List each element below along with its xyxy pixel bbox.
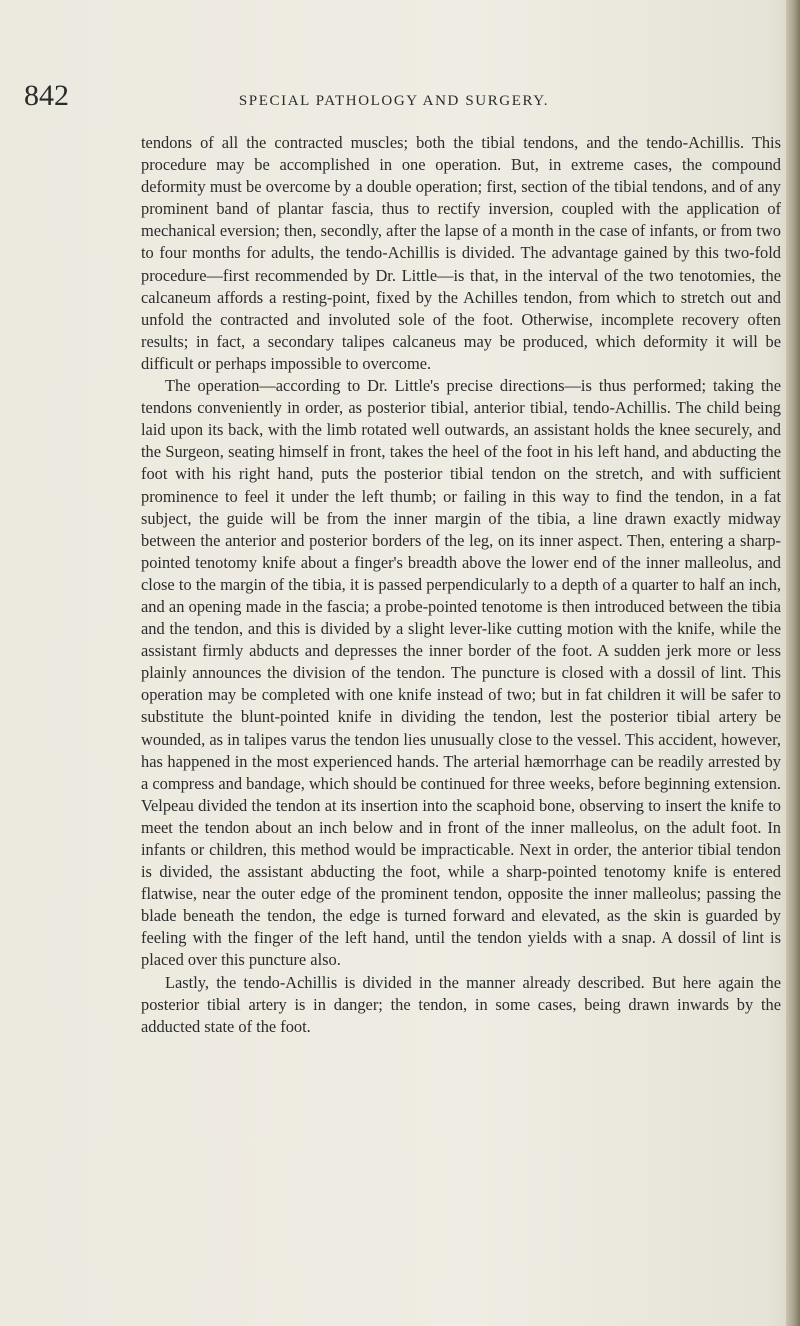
paragraph-2: The operation—according to Dr. Little's precise directions—is thus performed; taking the tendons conveniently in order, as posterior tibial, anterior tibial, tendo-Achillis. The child being laid upon its back, with the limb rotated well outwards, an assistant holds the knee securely, and the Surgeon, seating himself in front, takes the heel of the foot in his left hand, and abducting the foot with his right hand, puts the posterior tibial tendon on the stretch, and with sufficient prominence to feel it under the left thumb; or failing in this way to find the tendon, in a fat subject, the guide will be from the inner margin of the tibia, a line drawn exactly midway between the anterior and posterior borders of the leg, on its inner aspect. Then, entering a sharp-pointed tenotomy knife about a finger's breadth above the lower end of the inner malleolus, and close to the margin of the tibia, it is passed perpendicularly to a depth of a quarter to half an inch, and an opening made in the fascia; a probe-pointed tenotome is then introduced between the tibia and the tendon, and this is divided by a slight lever-like cutting motion with the knife, while the assistant firmly abducts and depresses the inner border of the foot. A sudden jerk more or less plainly announces the division of the tendon. The puncture is closed with a dossil of lint. This operation may be completed with one knife instead of two; but in fat children it will be safer to substitute the blunt-pointed knife in dividing the tendon, lest the posterior tibial artery be wounded, as in talipes varus the tendon lies unusually close to the vessel. This accident, however, has happened in the most experienced hands. The arterial hæmorrhage can be readily arrested by a compress and bandage, which should be continued for three weeks, before beginning extension. Velpeau divided the tendon at its insertion into the scaphoid bone, observing to insert the knife to meet the tendon about an inch below and in front of the inner malleolus, on the adult foot. In infants or children, this method would be impracticable. Next in order, the anterior tibial tendon is divided, the assistant abducting the foot, while a sharp-pointed tenotomy knife is entered flatwise, near the outer edge of the prominent tendon, opposite the inner malleolus; passing the blade beneath the tendon, the edge is turned forward and elevated, as the skin is guarded by feeling with the finger of the left hand, until the tendon yields with a snap. A dossil of lint is placed over this puncture also.	[141, 376, 781, 970]
page-edge-shadow	[786, 0, 800, 1326]
running-head: SPECIAL PATHOLOGY AND SURGERY.	[238, 93, 550, 109]
body-text	[141, 132, 781, 1038]
page-number: 842	[24, 79, 69, 112]
paragraph-3: Lastly, the tendo-Achillis is divided in the manner already described. But here again the posterior tibial artery is in danger; the tendon, in some cases, being drawn inwards by the adducted state of the foot.	[141, 972, 781, 1036]
page-header	[24, 79, 764, 113]
paragraph-1: tendons of all the contracted muscles; both the tibial tendons, and the tendo-Achillis. This procedure may be accomplished in one operation. But, in extreme cases, the compound deformity must be overcome by a double operation; first, section of the tibial tendons, and of any prominent band of plantar fascia, thus to rectify inversion, coupled with the application of mechanical eversion; then, secondly, after the lapse of a month in the case of infants, or from two to four months for adults, the tendo-Achillis is divided. The advantage gained by this two-fold procedure—first recommended by Dr. Little—is that, in the interval of the two tenotomies, the calcaneum affords a resting-point, fixed by the Achilles tendon, from which to stretch out and unfold the contracted and involuted sole of the foot. Otherwise, incomplete recovery often results; in fact, a secondary talipes calcaneus may be produced, which deformity it will be difficult or perhaps impossible to overcome.	[141, 133, 781, 373]
